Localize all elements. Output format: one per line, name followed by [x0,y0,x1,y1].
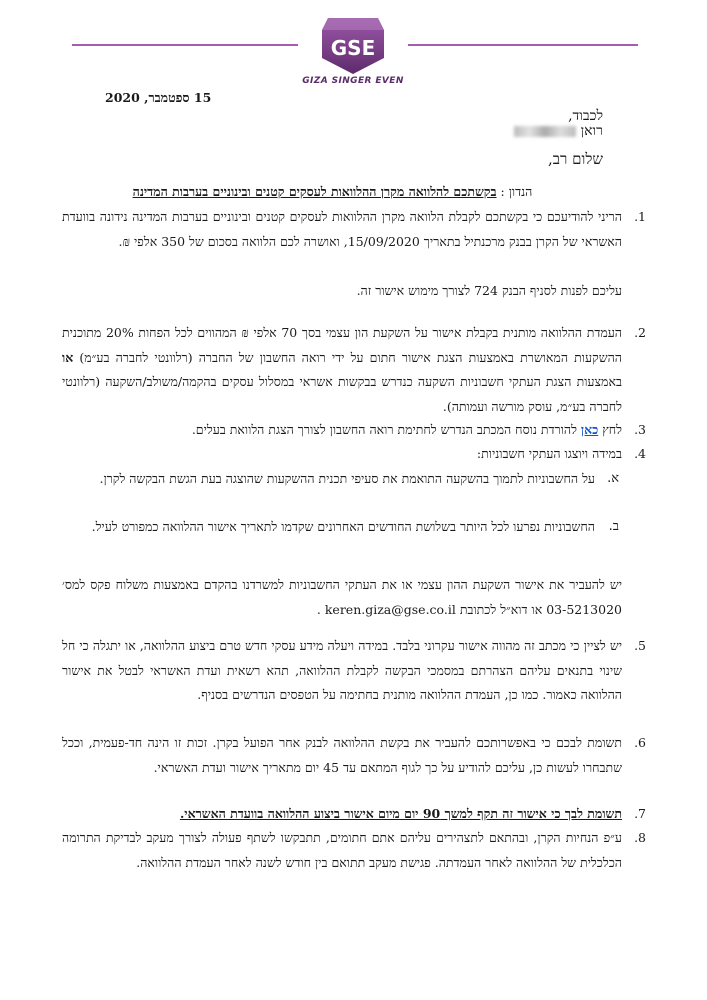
item-4 [62,442,646,467]
sub-item-text: על החשבוניות לתמוך בהשקעה התואמת את סעיפי תכנית ההשקעות שהוצגה בעת הגשת הבקשה לקרן. [99,471,595,486]
subject-line [62,184,603,200]
logo-emblem-icon [304,14,402,84]
transfer-mid: או דוא״ל לכתובת [459,601,543,617]
company-name: GIZA SINGER EVEN [302,76,404,86]
item-text: יש לציין כי מכתב זה מהווה אישור עקרוני בלבד. במידה ויעלה מידע עסקי חדש טרם ביצוע ההלוואה, או יתגלה כי חל שינוי בתנאים עליהם הצהרתם במסמכי הבקשה לקבלת ההלוואה, תהא רשאית ועדת האשראי לבטל את אישור ההלוואה כאמור. כמו כן, העמדת ההלוואה מותנית בחתימה על הטפסים הנדרשים בסניף. [62,638,622,702]
transfer-end: . [316,601,321,617]
item-number: 2. [634,325,646,340]
header-rule-left [72,44,298,46]
subject-text: בקשתכם להלוואה מקרן ההלוואות לעסקים קטנים ובינוניים בערבות המדינה [132,184,497,199]
letter-date: 15 ספטמבר, 2020 [105,90,212,105]
item-text-pre: לחץ [602,422,622,437]
item-text-post: להורדת נוסח המכתב הנדרש לחתימת רואה החשבון לצורך הצגת הלוואת בעלים. [191,422,577,437]
download-letter-link[interactable]: כאן [580,422,599,437]
item-number: 1. [634,209,646,224]
item-5 [62,634,646,708]
item-text-part-a: העמדת ההלוואה מותנית בקבלת אישור על השקעת הון עצמי בסך 70 אלפי ₪ המהווים לכל הפחות 20% מתוכנית ההשקעות המאושרת באמצעות הצגת אישור חתום על ידי רואה החשבון של החברה (רלוונטי לחברה בע״מ) [62,325,623,365]
subject-prefix: הנדון : [500,184,533,199]
recipient-label: לכבוד, [568,108,603,124]
item-text-part-b: באמצעות הצגת העתקי חשבוניות השקעה כנדרש בבקשות אשראי במסלול עסקים בהקמה/משולב/השקעה (רלוונטי לחברה בע״מ, עוסק מורשה ועמותה). [62,374,622,414]
transfer-text: יש להעביר את אישור השקעת ההון עצמי או את העתקי החשבוניות למשרדנו בהקדם באמצעות משלוח פקס למס׳ [62,577,622,592]
item-number: 8. [634,830,646,845]
sub-item-letter: א. [607,471,619,486]
item-number: 4. [634,446,646,461]
item-6 [62,731,646,780]
item-text: תשומת לבכם כי באפשרותכם להעביר את בקשת ההלוואה לבנק אחר הפועל בקרן. זכות זו הינה חד-פעמית, וככל שתבחרו לעשות כן, עליכם להודיע על כך לגוף המתאם עד 45 יום מתאריך אישור ועדת האשראי. [62,735,622,775]
item-text: תשומת לבך כי אישור זה תקף למשך 90 יום מיום אישור ביצוע ההלוואה בוועדת האשראי. [179,806,622,821]
item-2 [62,321,646,419]
item-text: הריני להודיעכם כי בקשתכם לקבלת הלוואה מקרן ההלוואות לעסקים קטנים ובינוניים בערבות המדינה נידונה בוועדת האשראי של הקרן בבנק מרכנתיל בתאריך 15/09/2020, ואושרה לכם הלוואה בסכום של 350 אלפי ₪. [62,209,622,249]
transfer-instructions [62,573,622,622]
item-text: ע״פ הנחיות הקרן, ובהתאם לתצהירים עליהם אתם חתומים, תתבקשו לשתף פעולה לצורך מעקב לבדיקת התרומה הכלכלית של ההלוואה לאחר העמדתה. פגישת מעקב תתואם בין חודש לשנה לאחר העמדת ההלוואה. [62,830,622,870]
item-1 [62,205,646,254]
sub-item-b [62,515,619,540]
sub-item-a [62,467,619,492]
item-3 [62,418,646,443]
item-number: 5. [634,638,646,653]
item-number: 7. [634,806,646,821]
contact-email[interactable]: keren.giza@gse.co.il [324,601,456,617]
recipient-name: רואן [580,123,603,139]
logo-text: GSE [330,36,376,60]
item-number: 6. [634,735,646,750]
fax-number: 03-5213020 [546,601,622,617]
item-8 [62,826,646,875]
recipient-name-line [514,123,603,140]
item-or-keyword: או [62,349,74,365]
item-1-note: עליכם לפנות לסניף הבנק 724 לצורך מימוש אישור זה. [356,283,622,298]
item-text: במידה ויוצגו העתקי חשבוניות: [476,446,622,461]
greeting: שלום רב, [548,150,603,168]
item-number: 3. [634,422,646,437]
redacted-surname [514,126,576,137]
header-rule-right [408,44,638,46]
sub-item-text: החשבוניות נפרעו לכל היותר בשלושת החודשים האחרונים שקדמו לתאריך אישור ההלוואה כמפורט לעיל. [91,519,595,534]
sub-item-letter: ב. [608,519,619,534]
item-7 [62,802,646,827]
